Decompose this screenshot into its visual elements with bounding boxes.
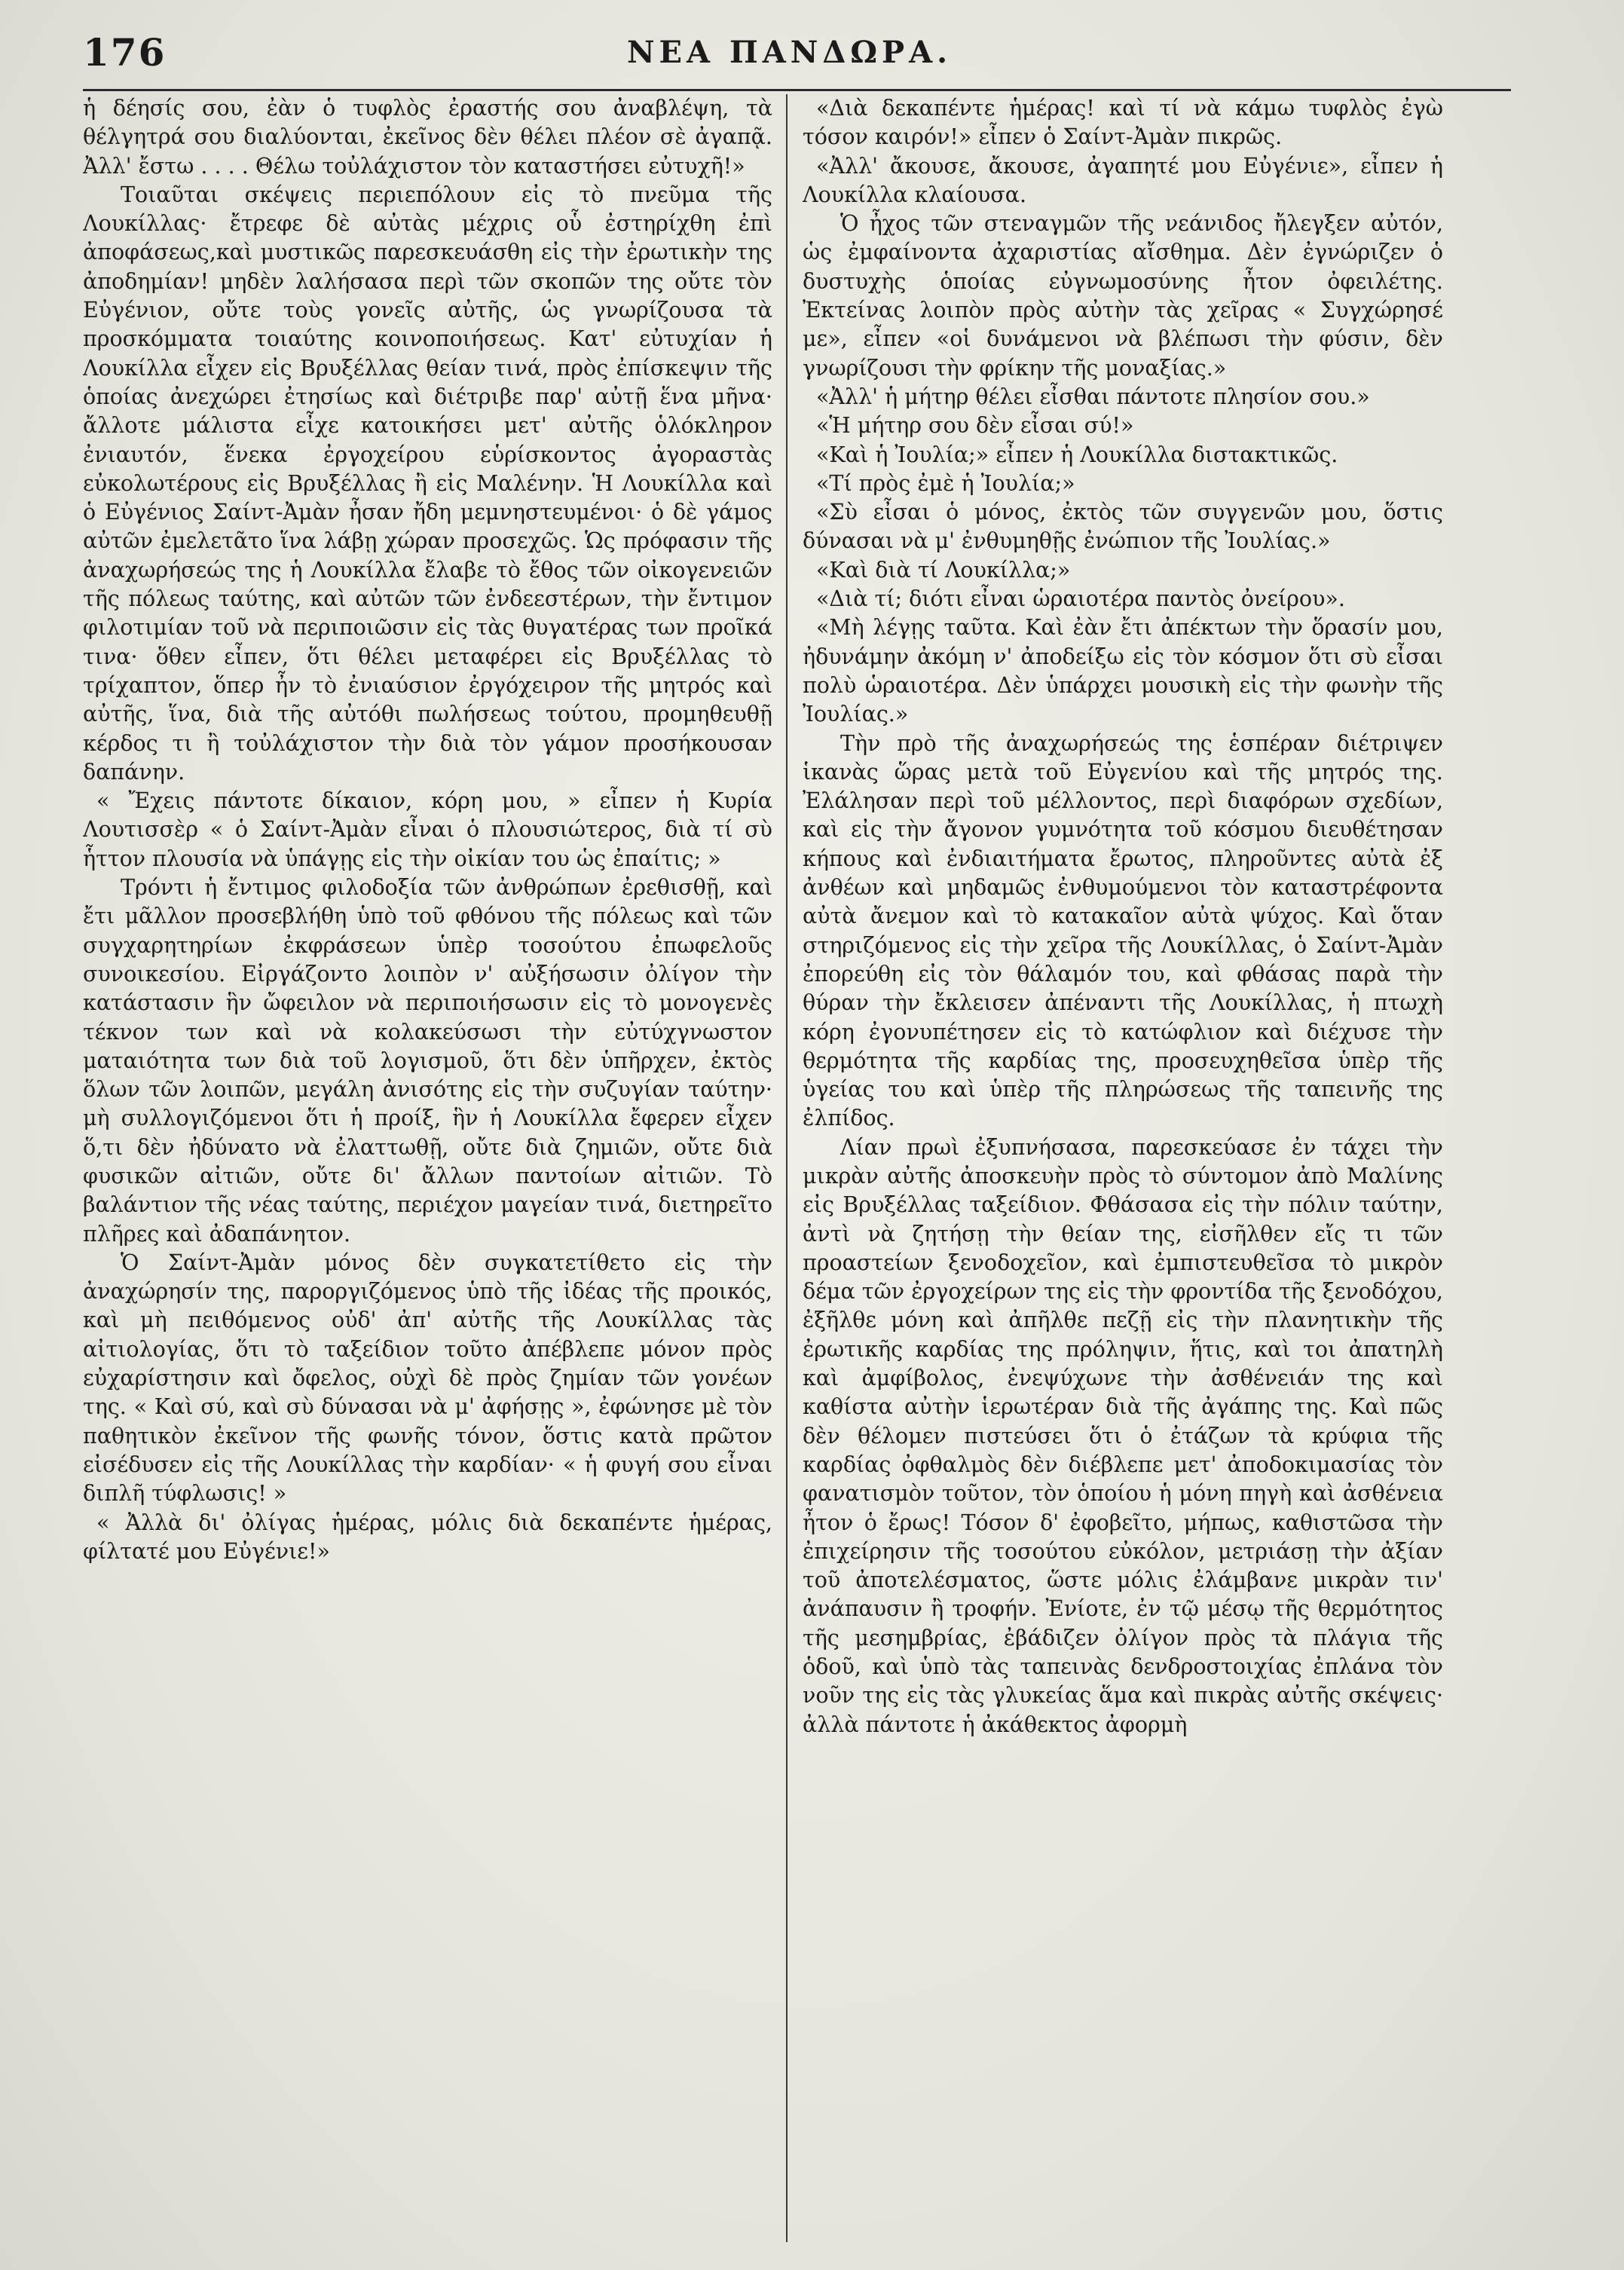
paragraph: Ὁ ἦχος τῶν στεναγμῶν τῆς νεάνιδος ἤλεγξεν αὐτόν, ὡς ἐμφαίνοντα ἀχαριστίας αἴσθημα. Δὲν ἐγνώριζεν ὁ δυστυχὴς ὁποίας εὐγνωμοσύνης ἦτον ὀφειλέτης. Ἐκτείνας λοιπὸν πρὸς αὐτὴν τὰς χεῖρας « Συγχώρησέ με», εἶπεν «οἱ δυνάμενοι νὰ βλέπωσι τὴν φύσιν, δὲν γνωρίζουσι τὴν φρίκην τῆς μοναξίας.»: [803, 211, 1443, 381]
paragraph: « Ἔχεις πάντοτε δίκαιον, κόρη μου, » εἶπεν ἡ Κυρία Λουτισσὲρ « ὁ Σαίντ-Ἀμὰν εἶναι ὁ πλουσιώτερος, διὰ τί σὺ ἧττον πλουσία νὰ ὑπάγῃς εἰς τὴν οἰκίαν του ὡς ἐπαίτις; »: [83, 788, 772, 871]
paragraph: «Σὺ εἶσαι ὁ μόνος, ἐκτὸς τῶν συγγενῶν μου, ὅστις δύνασαι νὰ μ' ἐνθυμηθῇς ἐνώπιον τῆς Ἰουλίας.»: [803, 500, 1443, 554]
paragraph: «Καὶ ἡ Ἰουλία;» εἶπεν ἡ Λουκίλλα διστακτικῶς.: [816, 442, 1338, 467]
page-number: 176: [83, 30, 167, 75]
left-column: [83, 94, 772, 2242]
paragraph: « Ἀλλὰ δι' ὀλίγας ἡμέρας, μόλις διὰ δεκαπέντε ἡμέρας, φίλτατέ μου Εὐγένιε!»: [83, 1510, 772, 1564]
paragraph: «Τί πρὸς ἐμὲ ἡ Ἰουλία;»: [816, 470, 1075, 496]
paragraph: «Ἀλλ' ἡ μήτηρ θέλει εἶσθαι πάντοτε πλησίον σου.»: [816, 384, 1370, 409]
column-divider: [786, 94, 788, 2242]
paragraph: Τὴν πρὸ τῆς ἀναχωρήσεώς της ἑσπέραν διέτριψεν ἱκανὰς ὥρας μετὰ τοῦ Εὐγενίου καὶ τῆς μητρός της. Ἐλάλησαν περὶ τοῦ μέλλοντος, περὶ διαφόρων σχεδίων, καὶ εἰς τὴν ἄγονον γυμνότητα τοῦ κόσμου διευθέτησαν κήπους καὶ ἐνδιαιτήματα ἔρωτος, πληροῦντες αὐτὰ ἐξ ἀνθέων καὶ μηδαμῶς ἐνθυμούμενοι τὸν καταστρέφοντα αὐτὰ ἄνεμον καὶ τὸ κατακαῖον αὐτὰ ψύχος. Καὶ ὅταν στηριζόμενος εἰς τὴν χεῖρα τῆς Λουκίλλας, ὁ Σαίντ-Ἀμὰν ἐπορεύθη εἰς τὸν θάλαμόν του, καὶ φθάσας παρὰ τὴν θύραν τὴν ἔκλεισεν ἀπέναντι τῆς Λουκίλλας, ἡ πτωχὴ κόρη ἐγονυπέτησεν εἰς τὸ κατώφλιον καὶ διέχυσε τὴν θερμότητα τῆς καρδίας της, προσευχηθεῖσα ὑπὲρ τῆς ὑγείας του καὶ ὑπὲρ τῆς πληρώσεως τῆς ταπεινῆς της ἐλπίδος.: [803, 730, 1443, 1131]
paragraph: «Διὰ δεκαπέντε ἡμέρας! καὶ τί νὰ κάμω τυφλὸς ἐγὼ τόσον καιρόν!» εἶπεν ὁ Σαίντ-Ἀμὰν πικρῶς.: [803, 96, 1443, 150]
paragraph: Τοιαῦται σκέψεις περιεπόλουν εἰς τὸ πνεῦμα τῆς Λουκίλλας· ἔτρεφε δὲ αὐτὰς μέχρις οὗ ἐστηρίχθη ἐπὶ ἀποφάσεως,καὶ μυστικῶς παρεσκευάσθη εἰς τὴν ἐρωτικὴν της ἀποδημίαν! μηδὲν λαλήσασα περὶ τῶν σκοπῶν της οὔτε τὸν Εὐγένιον, οὔτε τοὺς γονεῖς αὐτῆς, ὡς γνωρίζουσα τὰ προσκόμματα τοιαύτης κοινοποιήσεως. Κατ' εὐτυχίαν ἡ Λουκίλλα εἶχεν εἰς Βρυξέλλας θείαν τινά, πρὸς ἐπίσκεψιν τῆς ὁποίας ἀνεχώρει ἐτησίως καὶ διέτριβε παρ' αὐτῇ ἕνα μῆνα· ἄλλοτε μάλιστα εἶχε κατοικήσει μετ' αὐτῆς ὁλόκληρον ἐνιαυτόν, ἕνεκα ἐργοχείρου εὑρίσκοντος ἀγοραστὰς εὐκολωτέρους εἰς Βρυξέλλας ἢ εἰς Μαλένην. Ἡ Λουκίλλα καὶ ὁ Εὐγένιος Σαίντ-Ἀμὰν ἦσαν ἤδη μεμνηστευμένοι· ὁ δὲ γάμος αὐτῶν ἐμελετᾶτο ἵνα λάβῃ χώραν προσεχῶς. Ὡς πρόφασιν τῆς ἀναχωρήσεώς της ἡ Λουκίλλα ἔλαβε τὸ ἔθος τῶν οἰκογενειῶν τῆς πόλεως ταύτης, καὶ αὐτῶν τῶν ἐνδεεστέρων, τὴν ἔντιμον φιλοτιμίαν τοῦ νὰ περιποιῶσιν εἰς τὰς θυγατέρας των προῖκά τινα· ὅθεν εἶπεν, ὅτι θέλει μεταφέρει εἰς Βρυξέλλας τὸ τρίχαπτον, ὅπερ ἦν τὸ ἐνιαύσιον ἐργόχειρον τῆς μητρός καὶ αὐτῆς, ἵνα, διὰ τῆς αὐτόθι πωλήσεως τούτου, προμηθευθῇ κέρδος τι ἢ τοὐλάχιστον τὴν διὰ τὸν γάμον προσήκουσαν δαπάνην.: [83, 182, 772, 785]
paragraph: Ὁ Σαίντ-Ἀμὰν μόνος δὲν συγκατετίθετο εἰς τὴν ἀναχώρησίν της, παροργιζόμενος ὑπὸ τῆς ἰδέας τῆς προικός, καὶ μὴ πειθόμενος οὐδ' ἀπ' αὐτῆς τῆς Λουκίλλας τὰς αἰτιολογίας, ὅτι τὸ ταξείδιον τοῦτο ἀπέβλεπε μόνον πρὸς εὐχαρίστησιν καὶ ὄφελος, οὐχὶ δὲ πρὸς ζημίαν τῶν γονέων της. « Καὶ σύ, καὶ σὺ δύνασαι νὰ μ' ἀφήσῃς », ἐφώνησε μὲ τὸν παθητικὸν ἐκεῖνον τῆς φωνῆς τόνον, ὅστις κατὰ πρῶτον εἰσέδυσεν εἰς τῆς Λουκίλλας τὴν καρδίαν· « ἡ φυγή σου εἶναι διπλῆ τύφλωσις! »: [83, 1250, 772, 1507]
paragraph: «Διὰ τί; διότι εἶναι ὡραιοτέρα παντὸς ὀνείρου».: [816, 586, 1345, 612]
paragraph: Λίαν πρωὶ ἐξυπνήσασα, παρεσκεύασε ἐν τάχει τὴν μικρὰν αὐτῆς ἀποσκευὴν πρὸς τὸ σύντομον ἀπὸ Μαλίνης εἰς Βρυξέλλας ταξείδιον. Φθάσασα εἰς τὴν πόλιν ταύτην, ἀντὶ νὰ ζητήσῃ τὴν θείαν της, εἰσῆλθεν εἴς τι τῶν προαστείων ξενοδοχεῖον, καὶ ἐμπιστευθεῖσα τὸ μικρὸν δέμα τῶν ἐργοχείρων της εἰς τὴν φροντίδα τῆς ξενοδόχου, ἐξῆλθε μόνη καὶ ἀπῆλθε πεζῇ εἰς τὴν πλανητικὴν τῆς ἐρωτικῆς καρδίας της πρόληψιν, ἥτις, καὶ τοι ἀπατηλὴ καὶ ἀμφίβολος, ἐνεψύχωνε τὴν ἀσθένειάν της καὶ καθίστα αὐτὴν ἱερωτέραν διὰ τῆς ἀγάπης της. Καὶ πῶς δὲν θέλομεν πιστεύσει ὅτι ὁ ἐτάζων τὰ κρύφια τῆς καρδίας ὀφθαλμὸς δὲν διέβλεπε μετ' ἀποδοκιμασίας τὸν φανατισμὸν τοῦτον, τὸν ὁποίου ἡ μόνη πηγὴ καὶ ἀσθένεια ἦτον ὁ ἔρως! Τόσον δ' ἐφοβεῖτο, μήπως, καθιστῶσα τὴν ἐπιχείρησιν τῆς τοσούτου εὐκόλον, μετριάσῃ τὴν ἀξίαν τοῦ ἀποτελέσματος, ὥστε μόλις ἐλάμβανε μικρὰν τιν' ἀνάπαυσιν ἢ τροφήν. Ἐνίοτε, ἐν τῷ μέσῳ τῆς θερμότητος τῆς μεσημβρίας, ἐβάδιζεν ὀλίγον πρὸς τὰ πλάγια τῆς ὁδοῦ, καὶ ὑπὸ τὰς ταπεινὰς δενδροστοιχίας ἐπλάνα τὸν νοῦν της εἰς τὰς γλυκείας ἅμα καὶ πικρὰς αὐτῆς σκέψεις· ἀλλὰ πάντοτε ἡ ἀκάθεκτος ἀφορμὴ: [803, 1134, 1443, 1737]
right-column: [803, 94, 1443, 2242]
page-header: [83, 30, 1496, 83]
paragraph: «Καὶ διὰ τί Λουκίλλα;»: [816, 557, 1071, 583]
paragraph: ἡ δέησίς σου, ἐὰν ὁ τυφλὸς ἐραστής σου ἀναβλέψη, τὰ θέλγητρά σου διαλύονται, ἐκεῖνος δὲν θέλει πλέον σὲ ἀγαπᾷ. Ἀλλ' ἔστω . . . . Θέλω τοὐλάχιστον τὸν καταστήσει εὐτυχῆ!»: [83, 96, 772, 179]
paragraph: «Ἀλλ' ἄκουσε, ἄκουσε, ἀγαπητέ μου Εὐγένιε», εἶπεν ἡ Λουκίλλα κλαίουσα.: [803, 153, 1443, 207]
paragraph: «Μὴ λέγῃς ταῦτα. Καὶ ἐὰν ἔτι ἀπέκτων τὴν ὅρασίν μου, ἠδυνάμην ἀκόμη ν' ἀποδείξω εἰς τὸν κόσμον ὅτι σὺ εἶσαι πολὺ ὡραιοτέρα. Δὲν ὑπάρχει μουσικὴ εἰς τὴν φωνὴν τῆς Ἰουλίας.»: [803, 615, 1443, 727]
journal-title: ΝΕΑ ΠΑΝΔΩΡΑ.: [626, 35, 953, 70]
paragraph: Τρόντι ἡ ἔντιμος φιλοδοξία τῶν ἀνθρώπων ἐρεθισθῇ, καὶ ἔτι μᾶλλον προσεβλήθη ὑπὸ τοῦ φθόνου τῆς πόλεως καὶ τῶν συγχαρητηρίων ἐκφράσεων ὑπὲρ τοσούτου ἐπωφελοῦς συνοικεσίου. Εἰργάζοντο λοιπὸν ν' αὐξήσωσιν ὀλίγον τὴν κατάστασιν ἣν ὤφειλον νὰ περιποιήσωσιν εἰς τὸ μονογενὲς τέκνον των καὶ νὰ κολακεύσωσι τὴν εὐτύχγνωστον ματαιότητα των διὰ τοῦ λογισμοῦ, ὅτι δὲν ὑπῆρχεν, ἐκτὸς ὅλων τῶν λοιπῶν, μεγάλη ἀνισότης εἰς τὴν συζυγίαν ταύτην· μὴ συλλογιζόμενοι ὅτι ἡ προίξ, ἣν ἡ Λουκίλλα ἔφερεν εἶχεν ὅ,τι δὲν ἠδύνατο νὰ ἐλαττωθῇ, οὔτε διὰ ζημιῶν, οὔτε διὰ φυσικῶν αἰτιῶν, οὔτε δι' ἄλλων παντοίων αἰτιῶν. Τὸ βαλάντιον τῆς νέας ταύτης, περιέχον μαγείαν τινά, διετηρεῖτο πλῆρες καὶ ἀδαπάνητον.: [83, 875, 772, 1247]
paragraph: «Ἡ μήτηρ σου δὲν εἶσαι σύ!»: [816, 413, 1134, 439]
header-rule: [83, 89, 1511, 91]
